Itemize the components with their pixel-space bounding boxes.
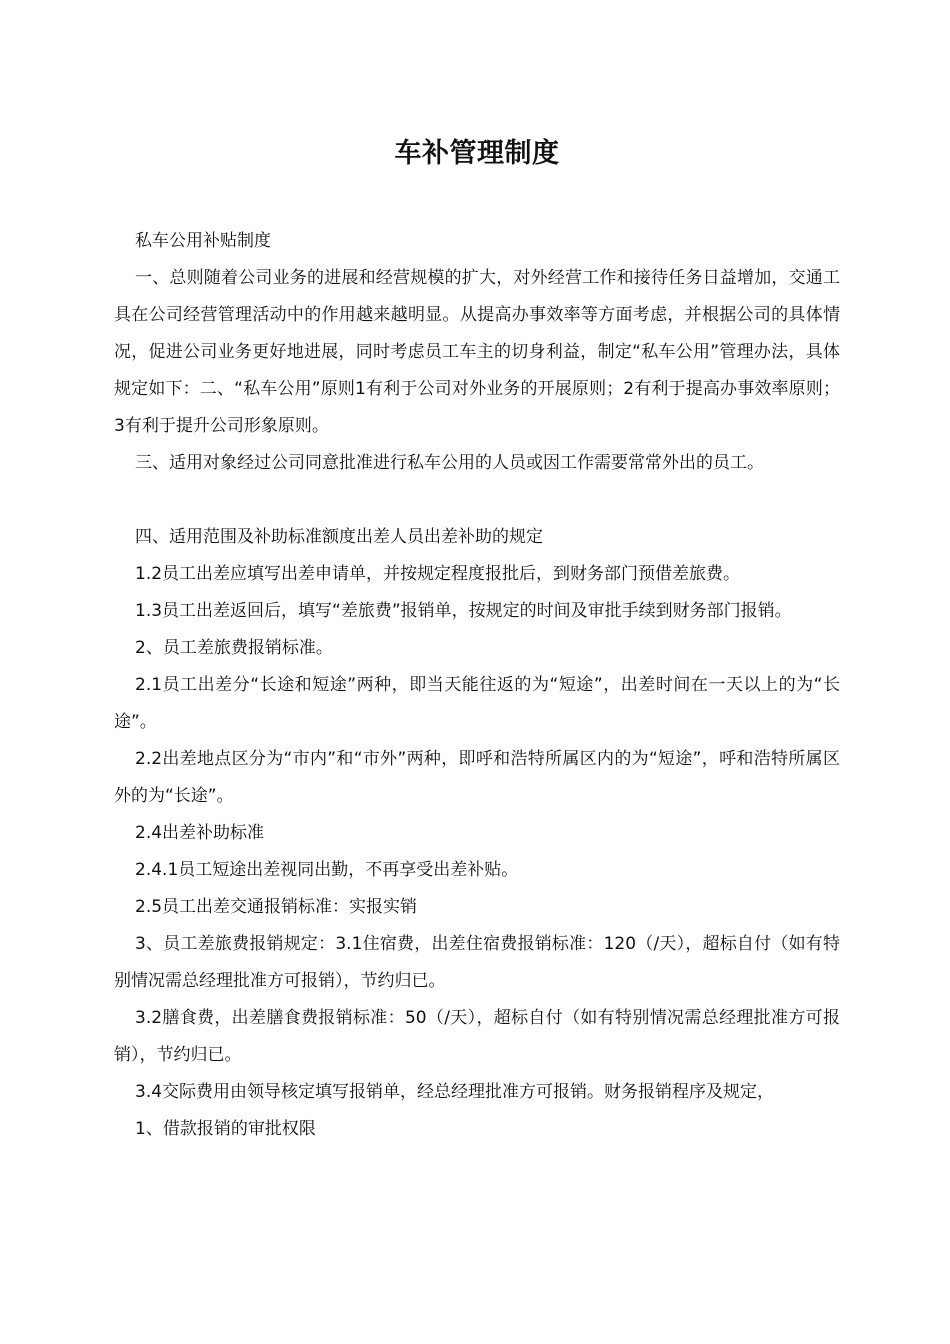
paragraph-item-2: 2、员工差旅费报销标准。 xyxy=(135,638,333,658)
paragraph-item-2-4: 2.4出差补助标准 xyxy=(135,823,265,843)
paragraph-subtitle: 私车公用补贴制度 xyxy=(135,231,271,251)
page-title: 车补管理制度 xyxy=(394,138,560,169)
document-body xyxy=(114,223,840,1148)
paragraph-spacer xyxy=(114,482,840,519)
paragraph-scope-standards: 四、适用范围及补助标准额度出差人员出差补助的规定 xyxy=(135,527,543,547)
paragraph-item-1-3: 1.3员工出差返回后，填写“差旅费”报销单，按规定的时间及审批手续到财务部门报销。 xyxy=(135,601,792,621)
paragraph-item-2-1: 2.1员工出差分“长途和短途”两种，即当天能往返的为“短途”，出差时间在一天以上的为“长途”。 xyxy=(114,675,840,732)
paragraph-loan-approval: 1、借款报销的审批权限 xyxy=(135,1119,316,1139)
paragraph-general-principles: 一、总则随着公司业务的进展和经营规模的扩大，对外经营工作和接待任务日益增加，交通工具在公司经营管理活动中的作用越来越明显。从提高办事效率等方面考虑，并根据公司的具体情况，促进公司业务更好地进展，同时考虑员工车主的切身利益，制定“私车公用”管理办法，具体规定如下：二、“私车公用”原则1有利于公司对外业务的开展原则；2有利于提高办事效率原则；3有利于提升公司形象原则。 xyxy=(114,268,840,436)
paragraph-applicable-persons: 三、适用对象经过公司同意批准进行私车公用的人员或因工作需要常常外出的员工。 xyxy=(135,453,764,473)
paragraph-item-2-4-1: 2.4.1员工短途出差视同出勤，不再享受出差补贴。 xyxy=(135,860,519,880)
paragraph-item-1-2: 1.2员工出差应填写出差申请单，并按规定程度报批后，到财务部门预借差旅费。 xyxy=(135,564,741,584)
paragraph-item-3: 3、员工差旅费报销规定：3.1住宿费，出差住宿费报销标准：120（/天），超标自付（如有特别情况需总经理批准方可报销），节约归已。 xyxy=(114,934,840,991)
paragraph-item-2-5: 2.5员工出差交通报销标准：实报实销 xyxy=(135,897,418,917)
paragraph-item-2-2: 2.2出差地点区分为“市内”和“市外”两种，即呼和浩特所属区内的为“短途”，呼和浩特所属区外的为“长途”。 xyxy=(114,749,840,806)
paragraph-item-3-4: 3.4交际费用由领导核定填写报销单，经总经理批准方可报销。财务报销程序及规定， xyxy=(135,1082,775,1102)
paragraph-item-3-2: 3.2膳食费，出差膳食费报销标准：50（/天），超标自付（如有特别情况需总经理批准方可报销），节约归已。 xyxy=(114,1008,840,1065)
